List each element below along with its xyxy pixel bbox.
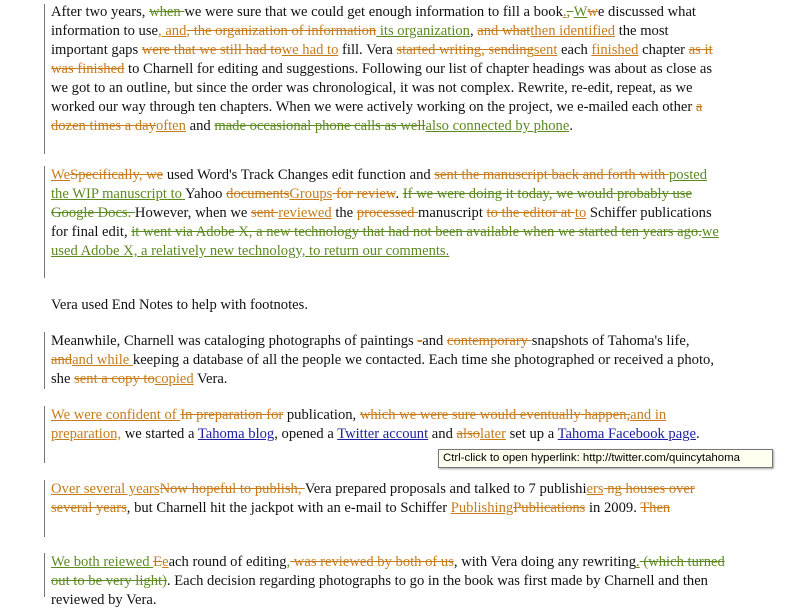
text-run: we started a [121,426,198,442]
text-run: snapshots of Tahoma's life, [531,333,690,349]
inserted-text: , and [158,23,187,39]
para-several-years[interactable] [51,480,727,518]
deleted-text: was reviewed by both of us [290,554,454,570]
deleted-text: and what [477,23,531,39]
text-run: to Charnell for editing and suggestions. Following our list of chapter headings was about as close as we got to an outline, but since the order was chronological, it was not complex. Rewrite, re-edit, repeat, as we worked our way through ten chapters. When we were actively working on the project, we e-mailed each other [51,61,713,115]
deleted-text: sent [251,205,279,221]
deleted-text: contemporary [447,333,532,349]
change-bar [44,480,45,537]
inserted-text: e [162,554,169,570]
deleted-text: If we were doing it today, we would probably use Google Docs. [51,186,692,221]
text-run: we were sure that we could get enough information to fill a book [184,4,563,20]
deleted-text: E [153,554,163,570]
text-run: in 2009. [585,500,641,516]
inserted-text: we had to [281,42,339,58]
inserted-text: and [72,352,94,368]
hyperlink-tooltip: Ctrl-click to open hyperlink: http://twitter.com/quincytahoma [438,449,773,468]
inserted-text: also connected by phone [425,118,570,134]
text-run: . Each decision regarding photographs to go in the book was first made by Charnell and then reviewed by Vera. [51,573,708,608]
deleted-text: made occasional phone calls as well [214,118,426,134]
para-after-two-years[interactable] [51,3,727,136]
text-run: set up a [505,426,558,442]
text-run: Vera used End Notes to help with footnotes. [51,297,308,313]
text-run: . [696,426,700,442]
text-run: the most important gaps [51,23,669,58]
text-run: manuscript [418,205,487,221]
inserted-text: . [636,554,640,570]
text-run: , opened a [274,426,338,442]
change-bar [44,553,45,597]
inserted-text: We were confident of [51,407,181,423]
text-run: used Word's Track Changes edit function and [163,167,435,183]
inserted-text: We both reiewed [51,554,154,570]
hyperlink[interactable]: Tahoma Facebook page [557,426,696,442]
deleted-text: processed [356,205,419,221]
deleted-text: which we were sure would eventually happen, [359,407,631,423]
inserted-text: , [286,554,291,570]
inserted-text: while [93,352,133,368]
inserted-text: later [480,426,506,442]
deleted-text: ng houses over several years [51,481,695,516]
para-cataloging[interactable] [51,332,727,389]
deleted-text: were that we still had to [141,42,282,58]
right-margin [785,0,797,597]
text-run: , with Vera doing any rewriting [453,554,637,570]
inserted-text: Groups [289,186,333,202]
deleted-text: Specifically, we [70,167,164,183]
text-run: After two years, [51,4,150,20]
inserted-text: to [574,205,587,221]
text-run: Vera prepared proposals and talked to 7 publishi [304,481,587,497]
text-run: each [557,42,592,58]
text-run: Vera. [193,371,228,387]
para-end-notes[interactable] [51,296,727,315]
deleted-text: and [51,352,73,368]
inserted-text: W [573,4,588,20]
text-run: , but Charnell hit the jackpot with an e-mail to Schiffer [126,500,451,516]
inserted-text: then identified [530,23,616,39]
deleted-text: sent the manuscript back and forth with [434,167,669,183]
text-run: and [185,118,215,134]
inserted-text: Publishing [450,500,514,516]
inserted-text: reviewed [278,205,332,221]
text-run: keeping a database of all the people we contacted. Each time she photographed or received a photo, she [51,352,714,387]
text-run: publication, [283,407,360,423]
inserted-text: we used Adobe X, a relatively new technology, to return our comments. [51,224,719,259]
text-run: the [331,205,357,221]
deleted-text: to the editor at [486,205,575,221]
change-bar [44,166,45,278]
inserted-text: often [155,118,186,134]
deleted-text: also [456,426,481,442]
deleted-text: (which turned out to be very light) [51,554,725,589]
inserted-text: posted the WIP manuscript to [51,167,708,202]
deleted-text: sent a copy to [74,371,155,387]
deleted-text: w [587,4,598,20]
deleted-text: - [417,333,423,349]
hyperlink[interactable]: Tahoma blog [197,426,275,442]
inserted-text: and in preparation, [51,407,667,442]
deleted-text: , [566,4,574,20]
change-bar [44,406,45,463]
text-run: . [569,118,573,134]
text-run: fill. Vera [338,42,397,58]
deleted-text: Then [640,500,671,516]
text-run: and [422,333,447,349]
inserted-text: ers [586,481,604,497]
change-bar [44,4,45,154]
text-run: e discussed what information to use [51,4,696,39]
text-run: chapter [638,42,689,58]
deleted-text: started writing, sending [396,42,534,58]
inserted-text: finished [591,42,639,58]
inserted-text: Over several years [51,481,160,497]
inserted-text: sent [533,42,558,58]
deleted-text: for review [332,186,396,202]
inserted-text: its organization [376,23,470,39]
deleted-text: when [149,4,185,20]
text-run: Meanwhile, Charnell was cataloging photographs of paintings [51,333,418,349]
para-confident[interactable] [51,406,727,444]
inserted-text: We [51,167,71,183]
deleted-text: , the organization of information [186,23,377,39]
para-both-reviewed[interactable] [51,553,727,610]
deleted-text: documents [226,186,290,202]
text-run: Schiffer publications for final edit, [51,205,712,240]
hyperlink[interactable]: Twitter account [337,426,429,442]
inserted-text: . [562,4,567,20]
deleted-text: a dozen times a day [51,99,703,134]
deleted-text: Now hopeful to publish, [159,481,305,497]
deleted-text: as it was finished [51,42,713,77]
para-track-changes[interactable] [51,166,727,261]
inserted-text: copied [154,371,194,387]
text-run: and [428,426,457,442]
text-run: , [469,23,478,39]
deleted-text: In preparation for [180,407,284,423]
text-run: Yahoo [185,186,227,202]
text-run: . [395,186,403,202]
text-run: ach round of editing [168,554,287,570]
deleted-text: Publications [513,500,586,516]
deleted-text: it went via Adobe X, a new technology that had not been available when we started ten years ago. [131,224,702,240]
text-run: However, when we [134,205,252,221]
change-bar [44,332,45,389]
